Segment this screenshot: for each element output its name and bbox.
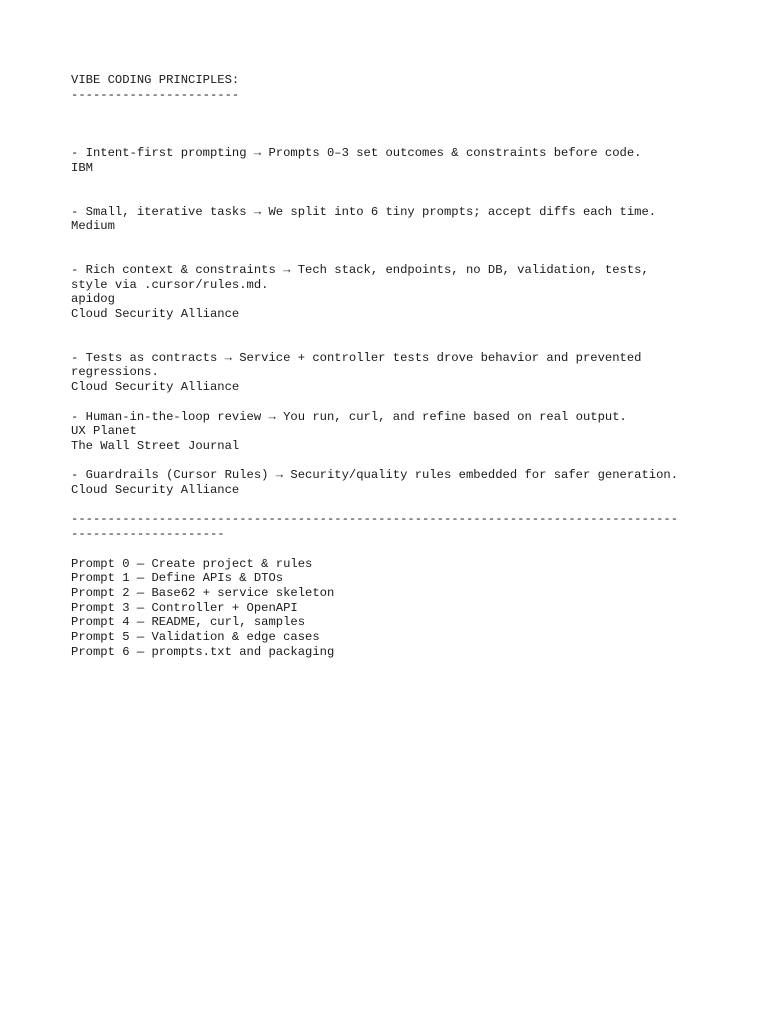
principle-item (71, 205, 711, 234)
heading-rule: ----------------------- (71, 87, 240, 102)
principle-source: Cloud Security Alliance (71, 380, 240, 395)
principle-text: - Guardrails (Cursor Rules) → Security/quality rules embedded for safer generation. (71, 468, 679, 483)
document-heading: VIBE CODING PRINCIPLES: (71, 73, 240, 87)
principle-source: Medium (71, 219, 115, 234)
principle-text: - Human-in-the-loop review → You run, curl, and refine based on real output. (71, 409, 627, 424)
principle-item (71, 351, 711, 395)
prompt-item: Prompt 2 — Base62 + service skeleton (71, 585, 335, 600)
principle-item (71, 146, 711, 175)
principle-text: - Small, iterative tasks → We split into 6 tiny prompts; accept diffs each time. (71, 204, 657, 219)
prompt-item: Prompt 1 — Define APIs & DTOs (71, 571, 284, 586)
prompt-item: Prompt 0 — Create project & rules (71, 556, 313, 571)
principle-source: IBM (71, 160, 93, 175)
principle-item (71, 410, 711, 454)
principle-item (71, 263, 711, 322)
principle-source: UX Planet (71, 424, 137, 439)
prompt-item: Prompt 3 — Controller + OpenAPI (71, 600, 298, 615)
principle-item (71, 468, 711, 497)
prompt-item: Prompt 6 — prompts.txt and packaging (71, 644, 335, 659)
section-divider: ----------------------------------------------------------------------------------- --------------------- (71, 512, 679, 542)
prompt-item: Prompt 4 — README, curl, samples (71, 615, 306, 630)
prompt-item: Prompt 5 — Validation & edge cases (71, 630, 320, 645)
principle-source: The Wall Street Journal (71, 438, 240, 453)
principle-text: - Intent-first prompting → Prompts 0–3 set outcomes & constraints before code. (71, 146, 642, 161)
principle-source: Cloud Security Alliance (71, 483, 240, 498)
principle-source: apidog (71, 292, 115, 307)
prompt-list (71, 557, 711, 660)
principle-text: - Tests as contracts → Service + controller tests drove behavior and prevented regressions. (71, 350, 642, 380)
document-page (71, 73, 711, 659)
principle-source: Cloud Security Alliance (71, 307, 240, 322)
principle-text: - Rich context & constraints → Tech stack, endpoints, no DB, validation, tests, style via .cursor/rules.md. (71, 262, 649, 292)
